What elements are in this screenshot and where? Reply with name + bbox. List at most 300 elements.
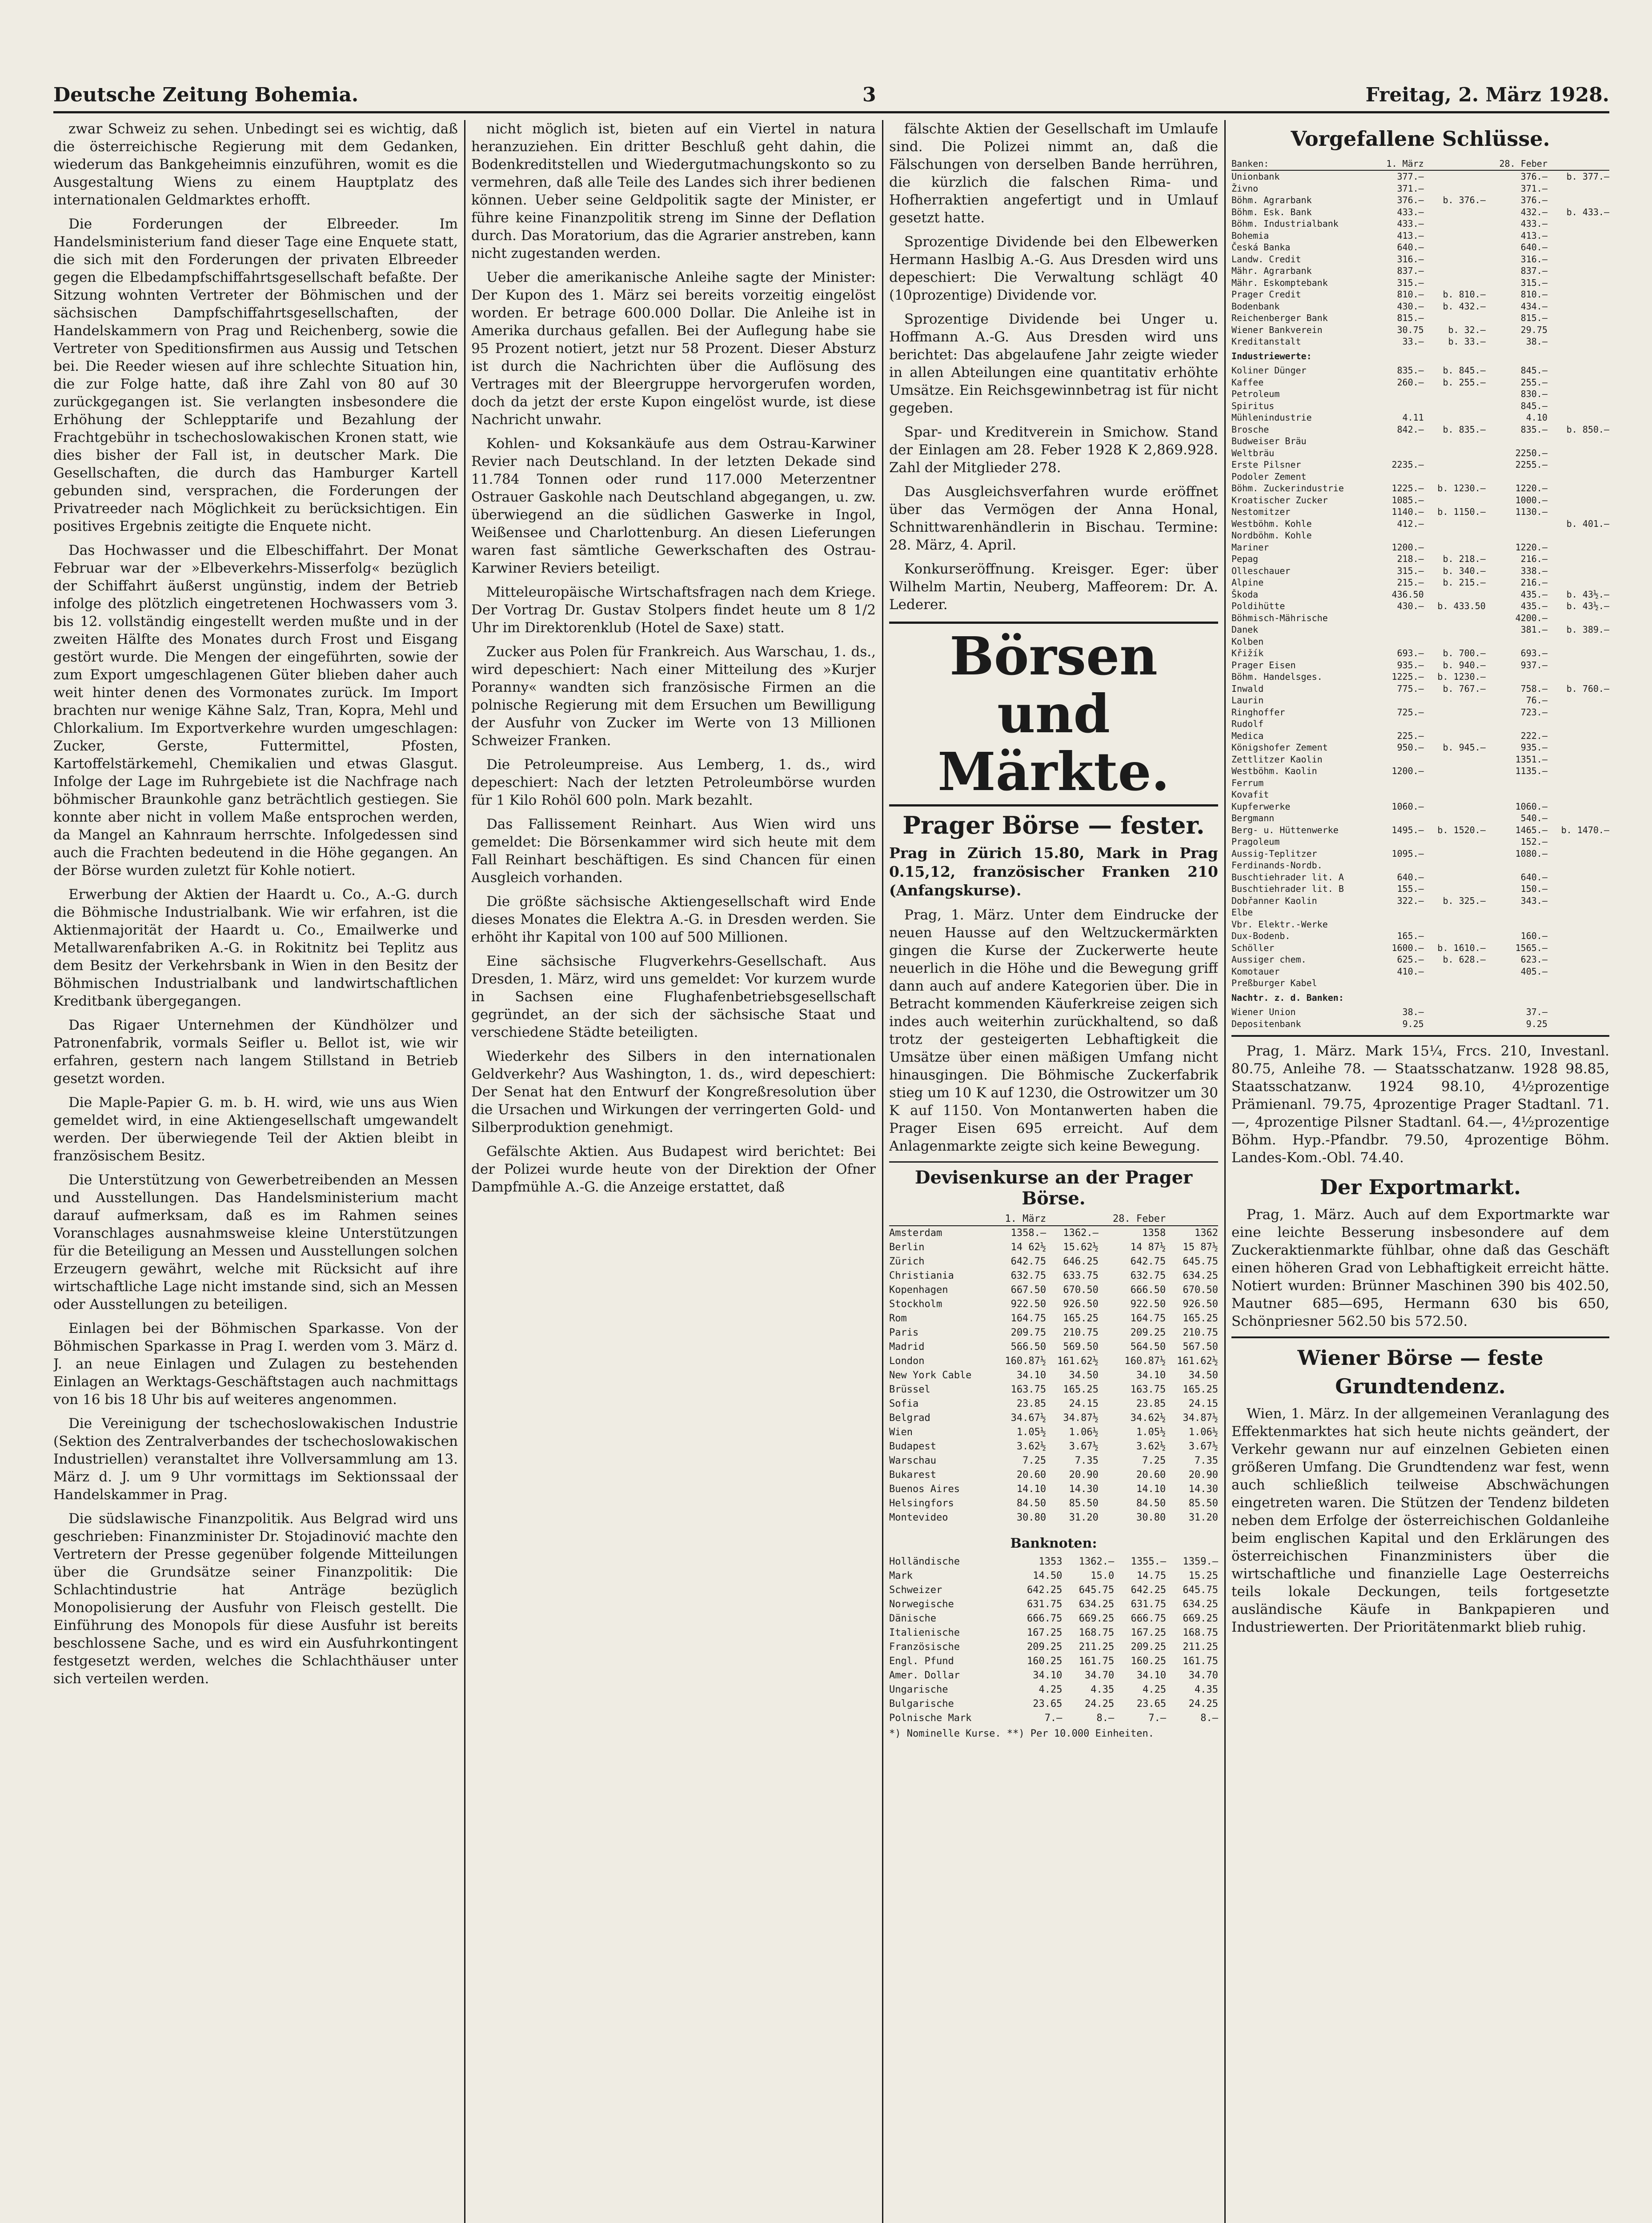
article-paragraph: Einlagen bei der Böhmischen Sparkasse. Von der Böhmischen Sparkasse in Prag I. werden vom 3. März d. J. an neue Einlagen und Zulagen zu bestehenden Einlagen an Werktags-Geschäftstagen auch nachmittags von 16 bis 18 Uhr bis auf weiteres angenommen.: [53, 1320, 458, 1408]
table-cell: 84.50: [1136, 1498, 1166, 1509]
table-cell: 7.35: [1075, 1455, 1099, 1466]
quote-cell: Kreditanstalt: [1231, 336, 1301, 347]
quote-cell: [1424, 412, 1486, 424]
table-cell: Madrid: [889, 1341, 925, 1352]
table-cell: 24.25: [1085, 1698, 1115, 1709]
quote-cell: 830.—: [1520, 389, 1548, 399]
quote-cell: [1424, 966, 1486, 978]
quote-cell: 1130.—: [1515, 506, 1548, 517]
quote-cell: [1486, 530, 1548, 542]
quote-cell: [1424, 530, 1486, 542]
quote-row: [1231, 365, 1609, 377]
quote-cell: Böhm. Industrialbank: [1231, 218, 1339, 229]
article-paragraph: Das Hochwasser und die Elbeschiffahrt. Der Monat Februar war der »Elbeverkehrs-Misserfolg« bezüglich der Schiffahrt äußerst ungünstig, indem der Betrieb infolge des plötzlich eingetretenen Hochwassers vom 3. bis 12. vollständig eingestellt werden mußte und in der zweiten Hälfte des Monates durch Frost und Eisgang gestört wurde. Die Mengen der eingeführten, sowie der zum Export umgeschlagenen Güter blieben daher auch weit hinter denen des Vormonates zurück. Im Import brachten nur wenige Kähne Salz, Tran, Kopra, Mehl und Chlorkalium. Im Exportverkehre wurden umgeschlagen: Zucker, Gerste, Futtermittel, Pfosten, Kartoffelstärkemehl, Chemikalien und etwas Glasgut. Infolge der Lage im Ruhrgebiete ist die Nachfrage nach böhmischer Braunkohle ganz beträchtlich gestiegen. Sie konnte aber nicht in vollem Maße entsprochen werden, da Mangel an Kahnraum herrschte. Infolgedessen sind auch die Frachten bedeutend in die Höhe gegangen. An der Börse wurden zuletzt für Kohle notiert.: [53, 542, 458, 879]
table-row: [889, 1255, 1218, 1269]
quote-row: [1231, 977, 1609, 989]
quote-cell: 315.—: [1397, 565, 1424, 576]
table-row: [889, 1482, 1218, 1497]
quote-cell: [1424, 836, 1486, 848]
table-cell: Mark: [889, 1570, 913, 1581]
quote-row: [1231, 241, 1609, 253]
table-cell: Schweizer: [889, 1585, 942, 1596]
quote-cell: [1376, 812, 1424, 824]
table-cell: 24.25: [1188, 1698, 1218, 1709]
quote-cell: 2255.—: [1515, 459, 1548, 470]
quote-cell: [1424, 706, 1486, 718]
quote-cell: [1548, 447, 1609, 459]
page-number: 3: [862, 84, 876, 106]
quote-cell: [1424, 542, 1486, 554]
quote-cell: 2250.—: [1515, 447, 1548, 458]
table-cell: 3.67½: [1069, 1441, 1099, 1452]
quote-cell: b. 218.—: [1443, 554, 1486, 564]
table-cell: 210.75: [1183, 1327, 1218, 1338]
quote-cell: b. 43½.—: [1566, 601, 1609, 611]
quote-cell: b. 760.—: [1566, 683, 1609, 694]
table-cell: 4.35: [1091, 1684, 1115, 1695]
quote-cell: Škoda: [1231, 589, 1259, 600]
table-cell: 161.75: [1183, 1656, 1218, 1667]
quote-row: [1231, 647, 1609, 659]
table-cell: 1.06½: [1188, 1427, 1218, 1438]
table-cell: Stockholm: [889, 1299, 942, 1310]
quote-cell: 1225.—: [1391, 671, 1424, 682]
table-row: [889, 1425, 1218, 1440]
table-cell: Budapest: [889, 1441, 936, 1452]
banknotes-title: Banknoten:: [1010, 1536, 1097, 1551]
quote-cell: 1465.—: [1515, 824, 1548, 835]
table-row: [889, 1354, 1218, 1368]
quote-cell: [1376, 694, 1424, 706]
quote-cell: b. 401.—: [1566, 518, 1609, 529]
table-cell: New York Cable: [889, 1370, 972, 1381]
quote-cell: 435.—: [1520, 589, 1548, 600]
table-cell: 161.62½: [1057, 1356, 1099, 1367]
quote-cell: b. 945.—: [1443, 742, 1486, 753]
quote-cell: [1424, 730, 1486, 742]
table-cell: 209.25: [1131, 1641, 1167, 1653]
quote-cell: b. 940.—: [1443, 659, 1486, 670]
table-cell: 564.50: [1130, 1341, 1166, 1352]
table-cell: 20.60: [1016, 1469, 1047, 1481]
table-row: [889, 1269, 1218, 1283]
table-cell: 1362: [1195, 1228, 1218, 1239]
table-cell: 164.75: [1010, 1313, 1047, 1324]
quote-row: [1231, 1018, 1609, 1030]
quote-cell: [1424, 388, 1486, 400]
table-cell: 34.87½: [1183, 1412, 1218, 1424]
quote-cell: [1548, 1018, 1609, 1030]
table-cell: 165.25: [1183, 1384, 1218, 1395]
quote-cell: 260.—: [1397, 377, 1424, 388]
quote-cell: [1548, 647, 1609, 659]
quote-cell: 845.—: [1520, 365, 1548, 376]
quote-cell: 640.—: [1520, 871, 1548, 883]
table-row: [889, 1583, 1218, 1597]
table-cell: 1362.—: [1079, 1556, 1115, 1567]
table-cell: 667.50: [1010, 1284, 1047, 1296]
quote-row: [1231, 324, 1609, 336]
table-cell: 642.75: [1130, 1256, 1166, 1267]
quote-cell: Böhm. Handelsges.: [1231, 671, 1323, 682]
quote-cell: [1548, 742, 1609, 754]
quote-cell: [1548, 966, 1609, 978]
quote-cell: [1486, 919, 1548, 931]
table-cell: 634.25: [1183, 1599, 1218, 1610]
group-header: Industriewerte:: [1231, 350, 1312, 361]
quote-cell: [1376, 907, 1424, 919]
quote-row: [1231, 577, 1609, 589]
quote-cell: [1424, 241, 1486, 253]
table-cell: 646.25: [1063, 1256, 1099, 1267]
table-cell: 34.10: [1136, 1370, 1166, 1381]
quote-cell: [1548, 836, 1609, 848]
quote-cell: [1548, 301, 1609, 313]
quote-cell: [1376, 400, 1424, 412]
quote-cell: 1000.—: [1515, 494, 1548, 506]
quote-cell: 835.—: [1397, 365, 1424, 376]
table-cell: 1.05½: [1016, 1427, 1047, 1438]
quote-cell: 343.—: [1520, 895, 1548, 906]
quote-cell: [1424, 789, 1486, 801]
quote-cell: [1548, 919, 1609, 931]
table-cell: 633.75: [1063, 1270, 1099, 1281]
quote-cell: [1548, 883, 1609, 895]
table-cell: 211.25: [1079, 1641, 1115, 1653]
quote-cell: [1424, 848, 1486, 860]
quote-cell: Inwald: [1231, 683, 1264, 694]
quote-cell: b. 1230.—: [1437, 671, 1486, 682]
table-cell: 4.35: [1195, 1684, 1218, 1695]
quote-cell: [1548, 942, 1609, 954]
table-cell: Amer. Dollar: [889, 1670, 960, 1681]
quote-cell: 1220.—: [1515, 483, 1548, 494]
quote-cell: b. 1470.—: [1561, 824, 1609, 835]
quote-cell: 436.50: [1391, 589, 1424, 600]
quote-cell: 218.—: [1397, 554, 1424, 564]
quote-cell: 430.—: [1397, 301, 1424, 312]
quote-cell: 9.25: [1526, 1018, 1548, 1029]
quote-cell: 723.—: [1520, 706, 1548, 718]
section-divider: [1231, 1336, 1609, 1338]
fx-col-header: 28. Feber: [1099, 1212, 1166, 1226]
quote-cell: [1548, 706, 1609, 718]
article-paragraph: Die Maple-Papier G. m. b. H. wird, wie uns aus Wien gemeldet wird, in eine Aktiengesellschaft umgewandelt werden. Der überwiegende Teil der Aktien bleibt in französischem Besitz.: [53, 1095, 458, 1164]
table-cell: 15.62½: [1063, 1242, 1099, 1253]
quote-row: [1231, 742, 1609, 754]
quote-row: [1231, 589, 1609, 601]
quote-cell: [1548, 777, 1609, 789]
quote-cell: b. 1230.—: [1437, 483, 1486, 494]
quote-cell: 255.—: [1520, 377, 1548, 388]
group-header: Nachtr. z. d. Banken:: [1231, 992, 1344, 1003]
table-row: [889, 1711, 1218, 1725]
quote-cell: [1548, 400, 1609, 412]
quote-cell: [1486, 471, 1548, 483]
table-cell: 632.75: [1010, 1270, 1047, 1281]
table-cell: 163.75: [1130, 1384, 1166, 1395]
table-row: [889, 1397, 1218, 1411]
quote-cell: b. 376.—: [1443, 195, 1486, 205]
table-cell: 3.67½: [1188, 1441, 1218, 1452]
quote-cell: 725.—: [1397, 706, 1424, 718]
table-cell: 160.87½: [1124, 1356, 1166, 1367]
quote-row: [1231, 388, 1609, 400]
table-cell: 163.75: [1010, 1384, 1047, 1395]
quote-row: [1231, 683, 1609, 695]
quote-row: [1231, 435, 1609, 447]
table-cell: 669.25: [1183, 1613, 1218, 1624]
quote-cell: [1486, 718, 1548, 730]
table-cell: 14.30: [1188, 1484, 1218, 1495]
quote-cell: [1548, 253, 1609, 265]
table-cell: Ungarische: [889, 1684, 948, 1695]
quote-cell: 215.—: [1397, 577, 1424, 588]
article-paragraph: Wiederkehr des Silbers in den internationalen Geldverkehr? Aus Washington, 1. ds., wird depeschiert: Der Senat hat den Entwurf der Kongreßresolution über die Ursachen und Wirkungen der verringerten Gold- und Silberproduktion genehmigt.: [471, 1048, 876, 1136]
quote-cell: b. 1610.—: [1437, 942, 1486, 953]
quote-row: [1231, 624, 1609, 636]
quote-cell: 845.—: [1520, 400, 1548, 411]
quote-cell: [1376, 636, 1424, 648]
table-cell: 15 87½: [1183, 1242, 1218, 1253]
table-row: [889, 1511, 1218, 1525]
fx-rows: [889, 1226, 1218, 1525]
quote-cell: [1424, 170, 1486, 183]
quote-cell: 1135.—: [1515, 766, 1548, 776]
quote-cell: b. 433.50: [1437, 601, 1486, 611]
table-cell: 20.90: [1188, 1469, 1218, 1481]
quote-cell: 1600.—: [1391, 942, 1424, 953]
quote-row: [1231, 218, 1609, 230]
article-paragraph: Das Ausgleichsverfahren wurde eröffnet über das Vermögen der Anna Honal, Schnittwarenhändlerin in Bischau. Termine: 28. März, 4. April.: [889, 484, 1218, 553]
quote-cell: 640.—: [1397, 242, 1424, 253]
table-cell: 31.20: [1188, 1512, 1218, 1523]
quote-cell: 950.—: [1397, 742, 1424, 753]
quote-cell: [1548, 471, 1609, 483]
table-cell: 30.80: [1016, 1512, 1047, 1523]
quote-cell: 1140.—: [1391, 506, 1424, 517]
quote-cell: [1376, 624, 1424, 636]
quote-cell: Brosche: [1231, 424, 1269, 435]
article-paragraph: nicht möglich ist, bieten auf ein Viertel in natura heranzuziehen. Ein dritter Beschluß geht dahin, die Bodenkreditstellen und Wiedergutmachungskonto so zu vermehren, daß alle Teile des Landes sich ihrer bedienen können. Ueber seine Geldpolitik sagte der Minister, er führe keine Finanzpolitik streng im Sinne der Deflation durch. Das Moratorium, das die Agrarier anstreben, kann nicht zugestanden werden.: [471, 121, 876, 261]
quote-cell: 4200.—: [1515, 612, 1548, 623]
quote-cell: 810.—: [1397, 289, 1424, 300]
article-paragraph: Gefälschte Aktien. Aus Budapest wird berichtet: Bei der Polizei wurde heute von der Direktion der Ofner Dampfmühle A.-G. die Anzeige erstattet, daß: [471, 1144, 876, 1195]
quote-row: [1231, 412, 1609, 424]
quote-row: [1231, 801, 1609, 813]
table-cell: 1358: [1142, 1228, 1166, 1239]
quote-cell: b. 43½.—: [1566, 589, 1609, 600]
quote-cell: 376.—: [1520, 195, 1548, 205]
table-cell: Polnische Mark: [889, 1713, 972, 1724]
quote-cell: b. 835.—: [1443, 424, 1486, 435]
table-cell: 209.75: [1010, 1327, 1047, 1338]
table-cell: 669.25: [1079, 1613, 1115, 1624]
quote-cell: Prager Credit: [1231, 289, 1301, 300]
quote-cell: Pragoleum: [1231, 836, 1280, 847]
article-paragraph: Zucker aus Polen für Frankreich. Aus Warschau, 1. ds., wird depeschiert: Nach einer Mitteilung des »Kurjer Poranny« wandten sich französische Firmen an die polnische Regierung mit dem Ersuchen um Bewilligung der Ausfuhr von Zucker im Werte von 13 Millionen Schweizer Franken.: [471, 644, 876, 749]
quote-cell: 155.—: [1397, 883, 1424, 894]
quotes-rows: [1231, 170, 1609, 1030]
article-paragraph: Konkurseröffnung. Kreisger. Eger: über Wilhelm Martin, Neuberg, Maffeorem: Dr. A. Lederer.: [889, 561, 1218, 613]
table-row: [889, 1411, 1218, 1425]
quote-cell: 371.—: [1397, 183, 1424, 194]
table-row: [889, 1283, 1218, 1297]
table-cell: Christiania: [889, 1270, 954, 1281]
quote-cell: b. 700.—: [1443, 648, 1486, 658]
quote-cell: Pepag: [1231, 554, 1259, 564]
quote-cell: 433.—: [1397, 206, 1424, 217]
table-cell: 922.50: [1130, 1299, 1166, 1310]
quote-cell: 410.—: [1397, 966, 1424, 977]
quote-row: [1231, 289, 1609, 301]
quote-cell: 76.—: [1526, 695, 1548, 706]
quote-cell: Wiener Union: [1231, 1007, 1296, 1017]
quote-row: [1231, 194, 1609, 206]
table-cell: 84.50: [1016, 1498, 1047, 1509]
quote-cell: b. 845.—: [1443, 365, 1486, 376]
quote-cell: [1548, 694, 1609, 706]
quote-cell: [1548, 530, 1609, 542]
quote-cell: Königshofer Zement: [1231, 742, 1328, 753]
table-row: [889, 1612, 1218, 1626]
quote-cell: [1376, 612, 1424, 624]
quote-cell: Prager Eisen: [1231, 659, 1296, 670]
table-row: [889, 1669, 1218, 1683]
quote-row: [1231, 966, 1609, 978]
quote-row: [1231, 482, 1609, 494]
table-cell: 160.25: [1131, 1656, 1167, 1667]
quote-cell: [1548, 612, 1609, 624]
quote-cell: [1486, 789, 1548, 801]
quote-cell: Spiritus: [1231, 400, 1275, 411]
quote-cell: b. 850.—: [1566, 424, 1609, 435]
quote-cell: 1200.—: [1391, 542, 1424, 553]
quote-row: [1231, 400, 1609, 412]
table-row: [889, 1697, 1218, 1711]
quote-cell: Nestomitzer: [1231, 506, 1291, 517]
quote-cell: b. 389.—: [1566, 624, 1609, 635]
quote-cell: 322.—: [1397, 895, 1424, 906]
table-cell: 634.25: [1079, 1599, 1115, 1610]
table-cell: 15.25: [1188, 1570, 1218, 1581]
quote-cell: Kaffee: [1231, 377, 1264, 388]
quote-cell: Buschtiehrader lit. B: [1231, 883, 1344, 894]
table-cell: 1.06½: [1069, 1427, 1099, 1438]
quote-row: [1231, 930, 1609, 942]
quote-cell: Preßburger Kabel: [1231, 978, 1317, 988]
quote-cell: [1548, 459, 1609, 471]
quote-cell: 815.—: [1520, 313, 1548, 323]
table-cell: 642.75: [1010, 1256, 1047, 1267]
table-cell: 645.75: [1183, 1256, 1218, 1267]
quote-cell: [1424, 883, 1486, 895]
table-row: [889, 1640, 1218, 1654]
table-row: [889, 1297, 1218, 1312]
table-row: [889, 1454, 1218, 1468]
quote-cell: b. 767.—: [1443, 683, 1486, 694]
quote-cell: [1424, 312, 1486, 324]
quote-cell: Komotauer: [1231, 966, 1280, 977]
quote-cell: [1486, 435, 1548, 447]
quote-cell: Dobřanner Kaolin: [1231, 895, 1317, 906]
table-cell: 14.50: [1033, 1570, 1063, 1581]
quote-cell: 693.—: [1520, 648, 1548, 658]
table-cell: 3.62½: [1136, 1441, 1166, 1452]
table-row: [889, 1326, 1218, 1340]
table-cell: Belgrad: [889, 1412, 930, 1424]
quote-cell: [1424, 812, 1486, 824]
quote-cell: [1424, 718, 1486, 730]
quote-cell: 435.—: [1520, 601, 1548, 611]
quote-row: [1231, 553, 1609, 565]
quote-cell: [1424, 589, 1486, 601]
quote-row: [1231, 907, 1609, 919]
table-cell: 1362.—: [1063, 1228, 1099, 1239]
table-row: [889, 1654, 1218, 1669]
article-paragraph: Prag, 1. März. Mark 15¼, Frcs. 210, Investanl. 80.75, Anleihe 78. — Staatsschatzanw. 1928 98.85, Staatsschatzanw. 1924 98.10, 4½prozentige Prämienanl. 79.75, 4prozentige Prager Stadtanl. 71.—, 4prozentige Pilsner Stadtanl. 64.—, 4½prozentige Böhm. Hyp.-Pfandbr. 79.50, 4prozentige Böhm. Landes-Kom.-Obl. 74.40.: [1231, 1043, 1609, 1166]
quote-cell: Berg- u. Hüttenwerke: [1231, 824, 1339, 835]
quote-cell: [1548, 388, 1609, 400]
quote-cell: Podoler Zement: [1231, 471, 1307, 482]
table-cell: Italienische: [889, 1627, 960, 1638]
quote-cell: Kovafit: [1231, 789, 1269, 800]
vienna-exchange-title: Wiener Börse — feste Grundtendenz.: [1297, 1346, 1544, 1398]
quote-cell: Weltbräu: [1231, 447, 1275, 458]
quote-cell: [1548, 871, 1609, 883]
quote-cell: Westböhm. Kaolin: [1231, 766, 1317, 776]
column-rule: [1224, 120, 1226, 2223]
article-paragraph: Ueber die amerikanische Anleihe sagte der Minister: Der Kupon des 1. März sei bereits vorzeitig eingelöst worden. Er betrage 600.000 Dollar. Die Anleihe ist in Amerika durchaus gefallen. Bei der Auflegung habe sie 95 Prozent notiert, jetzt nur 58 Prozent. Dieser Absturz ist durch die Nachrichten über die Auflösung des Vertrages mit der Bleergruppe hervorgerufen worden, doch da jetzt der erste Kupon eingelöst wurde, ist diese Nachricht unwahr.: [471, 269, 876, 428]
table-cell: 160.87½: [1005, 1356, 1047, 1367]
table-cell: 20.60: [1136, 1469, 1166, 1481]
quote-cell: [1376, 447, 1424, 459]
fx-col-header: [1166, 1212, 1218, 1226]
quote-cell: [1548, 277, 1609, 289]
quote-cell: Mähr. Agrarbank: [1231, 265, 1312, 276]
quote-cell: [1548, 671, 1609, 683]
quote-cell: Aussig-Teplitzer: [1231, 848, 1317, 859]
quote-cell: 216.—: [1520, 577, 1548, 588]
quote-cell: 625.—: [1397, 954, 1424, 965]
table-cell: 34.70: [1188, 1670, 1218, 1681]
quote-cell: Böhm. Agrarbank: [1231, 195, 1312, 205]
table-cell: 31.20: [1069, 1512, 1099, 1523]
quote-cell: [1548, 801, 1609, 813]
quotes-col-header: 1. März: [1376, 157, 1424, 170]
table-cell: Französische: [889, 1641, 960, 1653]
quote-cell: [1548, 336, 1609, 348]
table-cell: 165.25: [1183, 1313, 1218, 1324]
quote-cell: [1424, 859, 1486, 871]
quote-cell: Schöller: [1231, 942, 1275, 953]
table-cell: 642.25: [1026, 1585, 1063, 1596]
table-cell: 23.65: [1033, 1698, 1063, 1709]
quote-row: [1231, 253, 1609, 265]
table-cell: 167.25: [1026, 1627, 1063, 1638]
table-cell: 7.—: [1148, 1713, 1167, 1724]
quote-cell: [1548, 482, 1609, 494]
banknote-rows: [889, 1555, 1218, 1725]
quote-cell: 837.—: [1397, 265, 1424, 276]
quote-cell: 2235.—: [1391, 459, 1424, 470]
quote-cell: Kolben: [1231, 636, 1264, 647]
quote-cell: 433.—: [1397, 218, 1424, 229]
article-paragraph: fälschte Aktien der Gesellschaft im Umlaufe sind. Die Polizei nimmt an, daß die Fälschungen von derselben Bande herrühren, die kürzlich die falschen Rima- und Hofherraktien angefertigt und in Umlauf gesetzt hatte.: [889, 121, 1218, 226]
table-cell: 645.75: [1079, 1585, 1115, 1596]
quotes-col-header: Banken:: [1231, 157, 1376, 170]
table-cell: 34.87½: [1063, 1412, 1099, 1424]
